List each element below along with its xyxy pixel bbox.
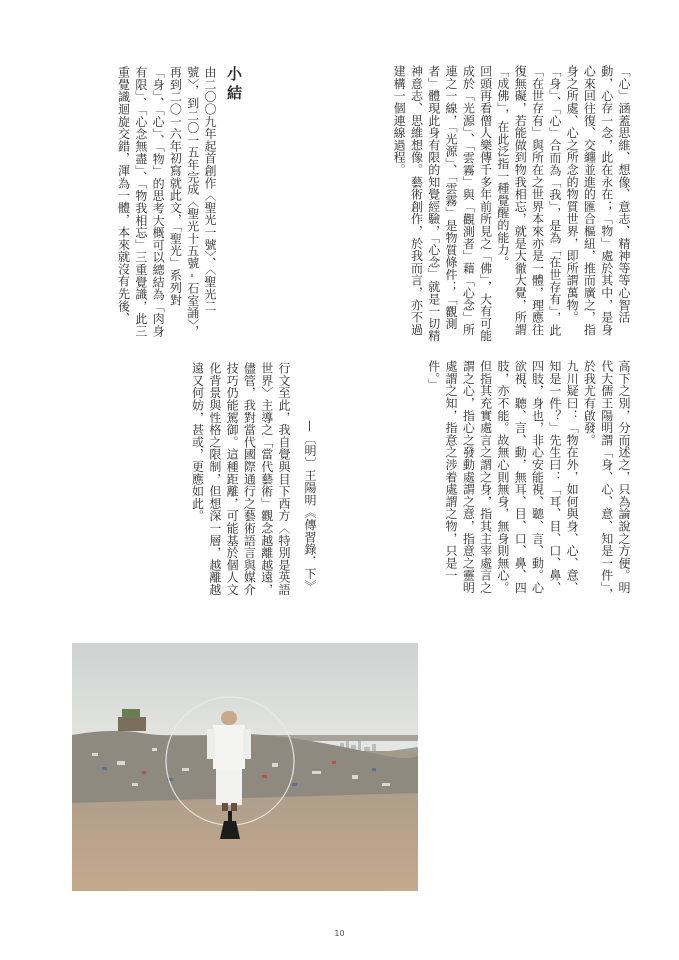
page-number: 10	[334, 929, 345, 938]
artwork-photo	[72, 643, 418, 891]
artwork-photo-landfill-figure-icon	[72, 643, 418, 891]
quote-source: —〔明〕王陽明《傳習錄．下》	[303, 420, 317, 593]
body-text-top-right: 「心」涵蓋思維、想像、意志、精神等等心智活動，心存一念，此在永在；「物」處於其中，是身心來回往復、交纏並進的匯合樞紐，推而廣之，指身之所處、心之所念的物質世界，即所謂萬物。「身」、「心」合而為「我」，是為「在世存有」，此「在世存有」與所在之世界本來亦是一體，理應往復無礙，若能做到物我相忘，就是大徹大覺，所謂「成佛」，在此泛指一種覺醒的能力。 回頭再看僧人樂傳千多年前所見之「佛」，大有可能成於「光源」、「雲霧」與「觀測者」藉「心念」所連之一線，「光源」、「雲霧」是物質條件；「觀測者」體現此身有限的知覺經驗，「心念」就是一切精神意志、思維想像。藝術創作，於我而言，亦不過建構一個連線過程。	[392, 65, 631, 342]
section-heading: 小結	[225, 66, 243, 104]
body-text-conclusion: 由二〇〇九年起首創作〈聖光一號〉、〈聖光二號〉，到二〇一五年完成〈聖光十五號 - 石室誦〉，再到二〇一六年初寫就此文，「聖光」系列對「身」、「心」、「物」的思考大概可以總結為「肉身有限」、「心念無盡」、「物我相忘」三重覺識，此三重覺識迴旋交錯，渾為一體，本來就沒有先後、	[116, 66, 217, 338]
body-text-closing: 行文至此，我自覺與目下西方〈特別是英語世界〉主導之「當代藝術」觀念越離越遠，儘管，我對當代國際通行之藝術語言與媒介技巧仍能駕御。這種距離，可能基於個人文化背景與性格之限制，但想深一層，越離越遠又何妨，甚或，更應如此。	[190, 362, 291, 596]
body-text-middle: 高下之別，分而述之，只為論說之方便。明代大儒王陽明謂「身、心、意、知是一件」，於我尤有啟發。 九川疑曰：「物在外，如何與身、心、意、知是一件？」先生曰：「耳、目、口、鼻、四肢，身也，非心安能視、聽、言、動。心欲視、聽、言、動，無耳、目、口、鼻、四肢，亦不能。故無心則無身，無身則無心。但指其充實處言之謂之身，指其主宰處言之謂之心，指心之發動處謂之意，指意之靈明處謂之知，指意之涉着處謂之物，只是一件。」	[426, 360, 631, 600]
